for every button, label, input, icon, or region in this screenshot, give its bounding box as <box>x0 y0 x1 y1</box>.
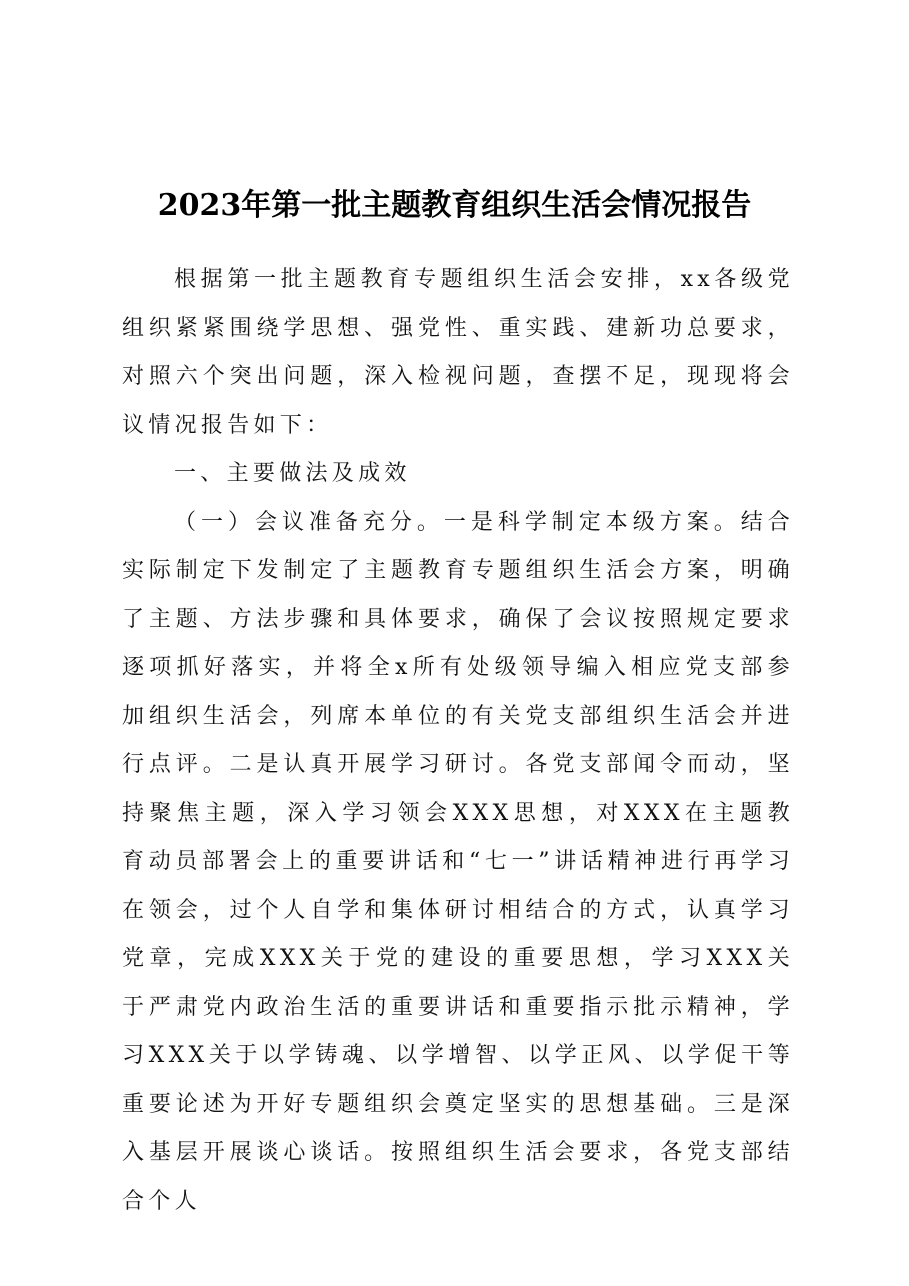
intro-paragraph: 根据第一批主题教育专题组织生活会安排，xx各级党组织紧紧围绕学思想、强党性、重实践、建新功总要求，对照六个突出问题，深入检视问题，查摆不足，现现将会议情况报告如下： <box>122 267 794 438</box>
document-body <box>122 256 794 1226</box>
document-title: 2023年第一批主题教育组织生活会情况报告 <box>157 188 752 223</box>
section-heading: 一、主要做法及成效 <box>174 461 411 486</box>
body-paragraph: （一）会议准备充分。一是科学制定本级方案。结合实际制定下发制定了主题教育专题组织生活会方案，明确了主题、方法步骤和具体要求，确保了会议按照规定要求逐项抓好落实，并将全x所有处级领导编入相应党支部参加组织生活会，列席本单位的有关党支部组织生活会并进行点评。二是认真开展学习研讨。各党支部闻令而动，坚持聚焦主题，深入学习领会XXX思想，对XXX在主题教育动员部署会上的重要讲话和“七一”讲话精神进行再学习在领会，过个人自学和集体研讨相结合的方式，认真学习党章，完成XXX关于党的建设的重要思想，学习XXX关于严肃党内政治生活的重要讲话和重要指示批示精神，学习XXX关于以学铸魂、以学增智、以学正风、以学促干等重要论述为开好专题组织会奠定坚实的思想基础。三是深入基层开展谈心谈话。按照组织生活会要求，各党支部结合个人 <box>122 509 794 1214</box>
